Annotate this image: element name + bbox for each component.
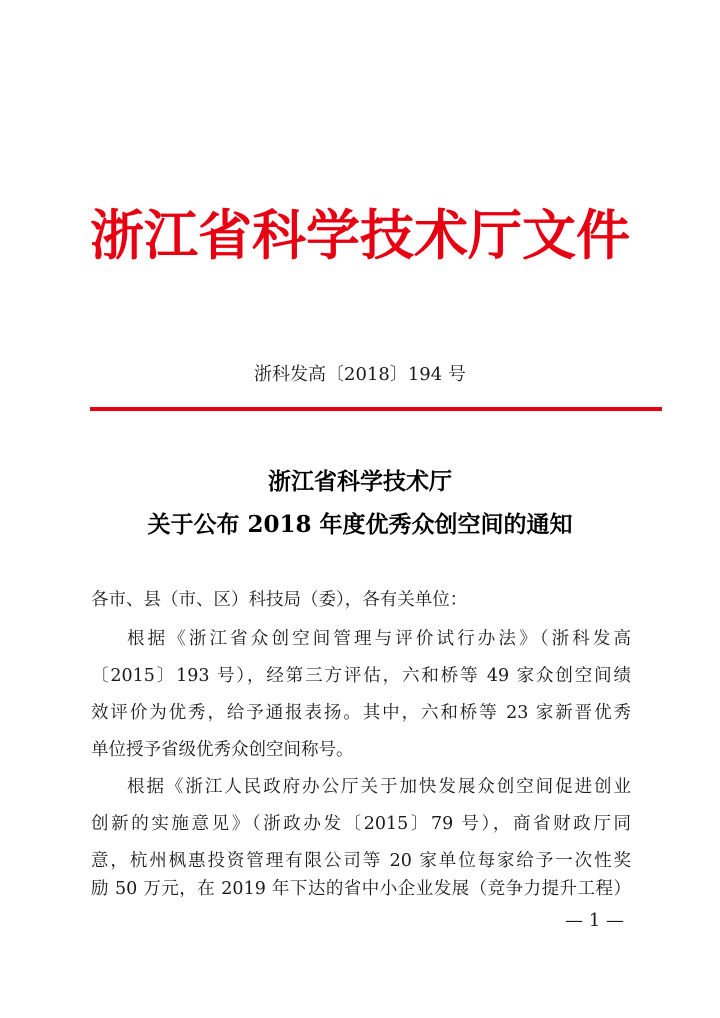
paragraph1-line: 单位授予省级优秀众创空间称号。 [91,740,354,760]
paragraph2-line: 根据《浙江人民政府办公厅关于加快发展众创空间促进创业 [127,777,631,797]
paragraph2-line: 意，杭州枫惠投资管理有限公司等 20 家单位每家给予一次性奖 [91,851,631,871]
document-number: 浙科发高〔2018〕194 号 [254,364,466,385]
red-divider-rule [90,407,662,411]
paragraph1-line: 效评价为优秀，给予通报表扬。其中，六和桥等 23 家新晋优秀 [91,703,631,723]
salutation: 各市、县（市、区）科技局（委），各有关单位： [91,590,468,610]
notice-title-line-1: 浙江省科学技术厅 [268,468,452,495]
paragraph2-line: 创新的实施意见》（浙政办发〔2015〕79 号），商省财政厅同 [91,814,631,834]
paragraph1-line: 〔2015〕193 号），经第三方评估，六和桥等 49 家众创空间绩 [91,666,631,686]
issuer-header: 浙江省科学技术厅文件 [90,204,630,267]
page-number: — 1 — [565,910,624,931]
paragraph1-line: 根据《浙江省众创空间管理与评价试行办法》（浙科发高 [127,629,631,649]
notice-title-line-2: 关于公布 2018 年度优秀众创空间的通知 [147,511,573,538]
paragraph2-line: 励 50 万元，在 2019 年下达的省中小企业发展（竞争力提升工程） [91,879,631,899]
